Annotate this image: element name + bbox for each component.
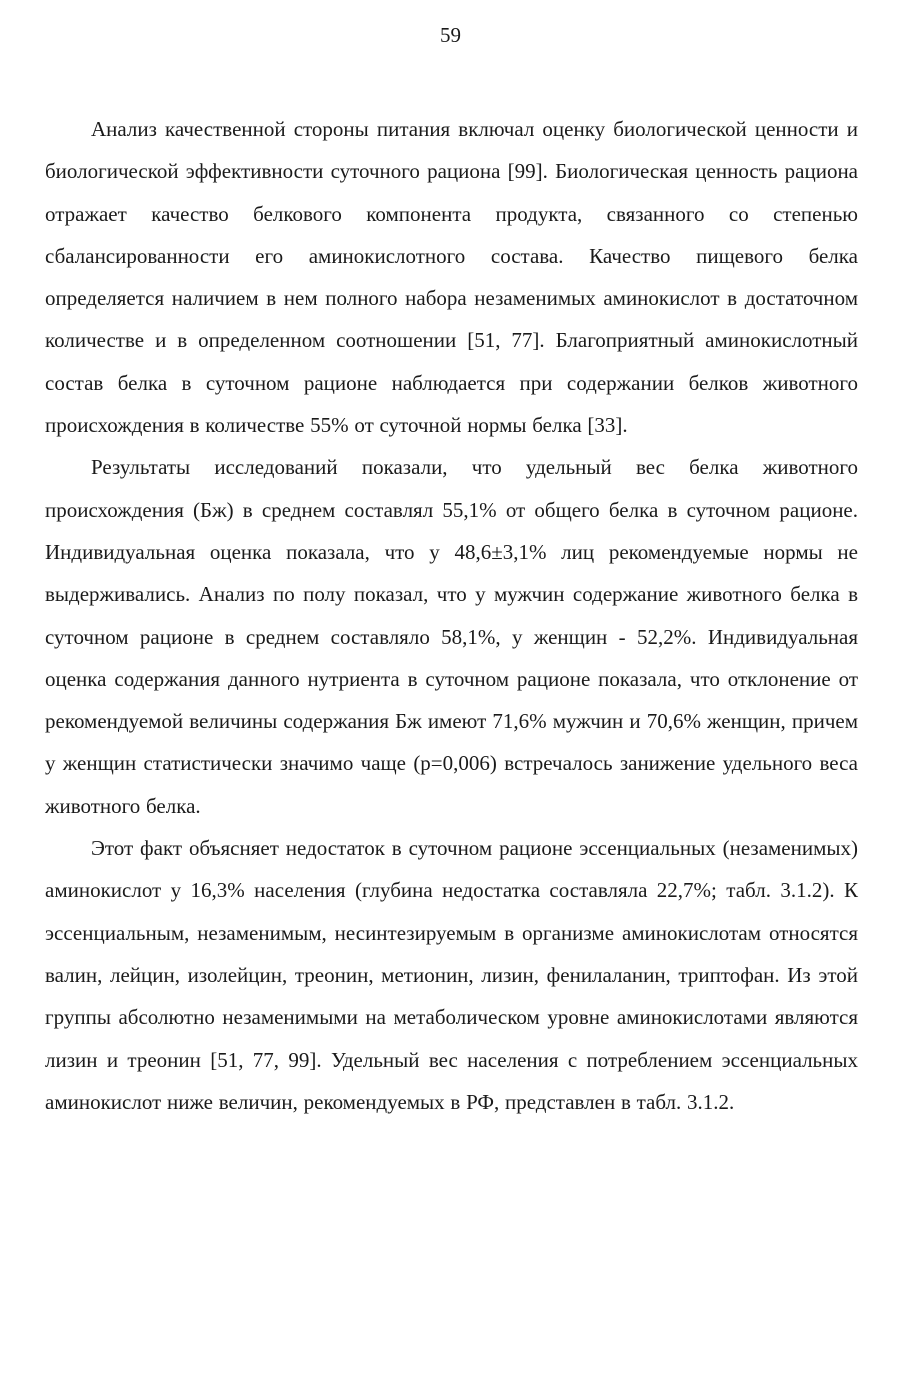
page-number: 59 (440, 23, 461, 47)
paragraph-2: Результаты исследований показали, что удельный вес белка животного происхождения (Бж) в среднем составлял 55,1% от общего белка в суточном рационе. Индивидуальная оценка показала, что у 48,6±3,1% лиц рекомендуемые нормы не выдерживались. Анализ по полу показал, что у мужчин содержание животного белка в суточном рационе в среднем составляло 58,1%, у женщин - 52,2%. Индивидуальная оценка содержания данного нутриента в суточном рационе показала, что отклонение от рекомендуемой величины содержания Бж имеют 71,6% мужчин и 70,6% женщин, причем у женщин статистически значимо чаще (p=0,006) встречалось занижение удельного веса животного белка. (45, 455, 858, 818)
text-body (45, 108, 858, 1123)
paragraph-1: Анализ качественной стороны питания включал оценку биологической ценности и биологической эффективности суточного рациона [99]. Биологическая ценность рациона отражает качество белкового компонента продукта, связанного со степенью сбалансированности его аминокислотного состава. Качество пищевого белка определяется наличием в нем полного набора незаменимых аминокислот в достаточном количестве и в определенном соотношении [51, 77]. Благоприятный аминокислотный состав белка в суточном рационе наблюдается при содержании белков животного происхождения в количестве 55% от суточной нормы белка [33]. (45, 117, 858, 438)
paragraph-3: Этот факт объясняет недостаток в суточном рационе эссенциальных (незаменимых) аминокислот у 16,3% населения (глубина недостатка составляла 22,7%; табл. 3.1.2). К эссенциальным, незаменимым, несинтезируемым в организме аминокислотам относятся валин, лейцин, изолейцин, треонин, метионин, лизин, фенилаланин, триптофан. Из этой группы абсолютно незаменимыми на метаболическом уровне аминокислотами являются лизин и треонин [51, 77, 99]. Удельный вес населения с потреблением эссенциальных аминокислот ниже величин, рекомендуемых в РФ, представлен в табл. 3.1.2. (45, 836, 858, 1114)
